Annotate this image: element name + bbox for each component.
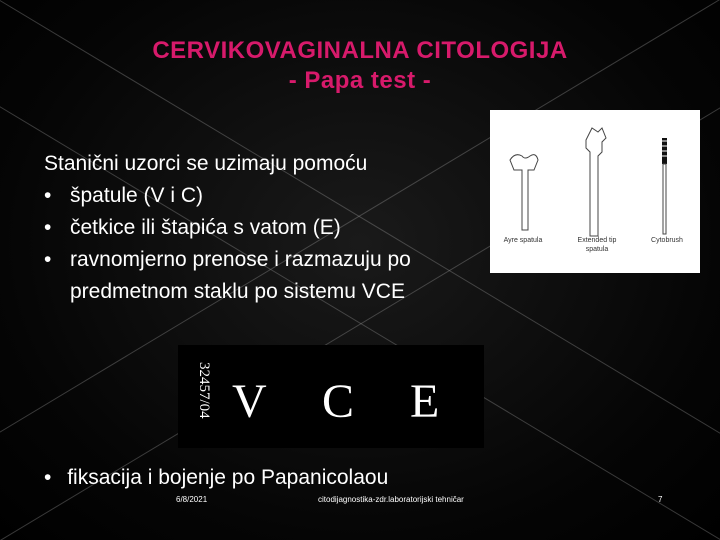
bullet-dot: • (44, 248, 52, 271)
tool-label-ayre: Ayre spatula (503, 237, 543, 244)
cytobrush-drawing (662, 138, 667, 234)
tool-label-cytobrush: Cytobrush (651, 237, 683, 244)
slide-title (60, 36, 660, 96)
footer-page-number: 7 (658, 495, 663, 504)
extended-tip-spatula-drawing (586, 128, 606, 236)
bullet-item (44, 212, 544, 244)
bullet-dot: • (44, 466, 52, 489)
sample-code: 32457/04 (196, 362, 212, 419)
vce-letter-c: C (322, 375, 355, 428)
bullet-dot: • (44, 184, 52, 207)
bullet-continuation (44, 276, 544, 308)
intro-text: Stanični uzorci se uzimaju pomoću (44, 152, 368, 175)
tool-label-extended-tip: Extended tip spatula (577, 237, 617, 253)
bullet-text: četkice ili štapića s vatom (E) (70, 216, 341, 239)
footer-center-text: citodijagnostika-zdr.laboratorijski tehničar (318, 495, 464, 504)
bottom-bullet-item (44, 462, 388, 494)
footer-date: 6/8/2021 (176, 495, 208, 504)
bottom-bullet-text: fiksacija i bojenje po Papanicolaou (67, 466, 389, 489)
bullet-text: špatule (V i C) (70, 184, 204, 207)
bullet-item (44, 180, 544, 212)
bullet-dot: • (44, 216, 52, 239)
vce-letter-v: V (232, 375, 267, 428)
body-text (44, 148, 544, 308)
bullet-text: ravnomjerno prenose i razmazuju po (70, 248, 411, 271)
continuation-text: predmetnom staklu po sistemu VCE (70, 280, 405, 303)
ayre-spatula-drawing (510, 155, 538, 230)
title-line-2: - Papa test - (288, 67, 432, 94)
title-line-1: CERVIKOVAGINALNA CITOLOGIJA (152, 37, 568, 64)
sampling-tools-image (490, 110, 700, 273)
bullet-item (44, 244, 544, 276)
vce-letter-e: E (410, 375, 440, 428)
